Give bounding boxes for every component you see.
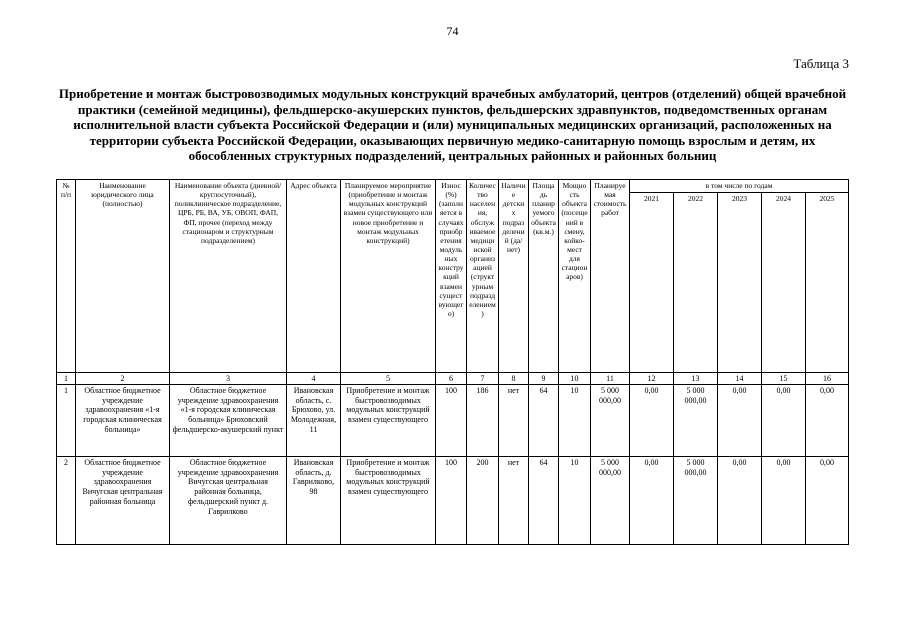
column-number: 3 xyxy=(170,372,287,384)
header-year: 2021 xyxy=(630,192,674,372)
header-children-units: Наличие детских подразделений (да/нет) xyxy=(499,179,529,372)
table-cell: нет xyxy=(499,456,529,544)
header-years-group: в том числе по годам xyxy=(630,179,849,192)
header-capacity: Мощность объекта (посещений в смену, койко-мест для стационаров) xyxy=(559,179,591,372)
header-year: 2025 xyxy=(806,192,849,372)
header-wear-percent: Износ (%) (заполняется в случаях приобретения модульных конструкций взамен существующего) xyxy=(436,179,467,372)
column-number: 6 xyxy=(436,372,467,384)
column-number: 16 xyxy=(806,372,849,384)
header-planned-activity: Планируемое мероприятие (приобретение и монтаж модульных конструкций взамен существующего или новое приобретение и монтаж модульных конструкций) xyxy=(341,179,436,372)
column-number: 2 xyxy=(76,372,170,384)
table-cell: 0,00 xyxy=(718,456,762,544)
header-row-number: № п/п xyxy=(57,179,76,372)
header-object-address: Адрес объекта xyxy=(287,179,341,372)
column-number: 9 xyxy=(529,372,559,384)
table-cell: 0,00 xyxy=(762,384,806,456)
header-year: 2024 xyxy=(762,192,806,372)
column-number: 13 xyxy=(674,372,718,384)
table-cell: 2 xyxy=(57,456,76,544)
table-cell: 5 000 000,00 xyxy=(591,456,630,544)
column-number: 1 xyxy=(57,372,76,384)
column-number: 12 xyxy=(630,372,674,384)
table-cell: 0,00 xyxy=(718,384,762,456)
table-row xyxy=(57,456,849,544)
column-number: 10 xyxy=(559,372,591,384)
column-number: 4 xyxy=(287,372,341,384)
table-cell: 200 xyxy=(467,456,499,544)
table-row xyxy=(57,384,849,456)
table-cell: Ивановская область, д. Гаврилково, 98 xyxy=(287,456,341,544)
column-number: 15 xyxy=(762,372,806,384)
header-planned-cost: Планируемая стоимость работ xyxy=(591,179,630,372)
table-cell: 100 xyxy=(436,384,467,456)
column-number: 14 xyxy=(718,372,762,384)
column-number: 7 xyxy=(467,372,499,384)
table-cell: 186 xyxy=(467,384,499,456)
table-label: Таблица 3 xyxy=(793,56,849,71)
table-cell: 0,00 xyxy=(630,456,674,544)
table-cell: 5 000 000,00 xyxy=(674,384,718,456)
table-cell: нет xyxy=(499,384,529,456)
table-cell: Ивановская область, с. Брюхово, ул. Молодежная, 11 xyxy=(287,384,341,456)
table-cell: 5 000 000,00 xyxy=(591,384,630,456)
header-year: 2022 xyxy=(674,192,718,372)
table-cell: 64 xyxy=(529,456,559,544)
table-cell: 5 000 000,00 xyxy=(674,456,718,544)
data-table xyxy=(56,179,849,545)
table-cell: 10 xyxy=(559,456,591,544)
table-cell: Приобретение и монтаж быстровозводимых модульных конструкций взамен существующего xyxy=(341,384,436,456)
table-cell: 0,00 xyxy=(806,456,849,544)
header-object-name: Наименование объекта (дневной/круглосуточный), поликлиническое подразделение, ЦРБ, РБ, ВА, УБ, ОВОП, ФАП, ФП, прочее (переход между стационаром и структурным подразделением) xyxy=(170,179,287,372)
table-cell: Областное бюджетное учреждение здравоохранения «1-я городская клиническая больница» xyxy=(76,384,170,456)
table-cell: 0,00 xyxy=(806,384,849,456)
page-number: 74 xyxy=(446,24,459,38)
table-cell: 0,00 xyxy=(762,456,806,544)
header-population: Количество населения, обслуживаемое медицинской организацией (структурным подразделением) xyxy=(467,179,499,372)
table-cell: Областное бюджетное учреждение здравоохранения «1-я городская клиническая больница» Брюховский фельдшерско-акушерский пункт xyxy=(170,384,287,456)
table-cell: Областное бюджетное учреждение здравоохранения Вичугская центральная районная больница xyxy=(76,456,170,544)
table-cell: 100 xyxy=(436,456,467,544)
column-number: 11 xyxy=(591,372,630,384)
table-cell: 64 xyxy=(529,384,559,456)
table-cell: Приобретение и монтаж быстровозводимых модульных конструкций взамен существующего xyxy=(341,456,436,544)
column-number: 8 xyxy=(499,372,529,384)
table-cell: 10 xyxy=(559,384,591,456)
column-number: 5 xyxy=(341,372,436,384)
header-planned-area: Площадь планируемого объекта (кв.м.) xyxy=(529,179,559,372)
header-year: 2023 xyxy=(718,192,762,372)
table-cell: 1 xyxy=(57,384,76,456)
column-numbers-row xyxy=(57,372,849,384)
document-title: Приобретение и монтаж быстровозводимых модульных конструкций врачебных амбулаторий, центров (отделений) общей врачебной практики (семейной медицины), фельдшерско-акушерских пунктов, фельдшерских здравпунктов, подведомственных органам исполнительной власти субъекта Российской Федерации и (или) муниципальных медицинских организаций, расположенных на территории субъекта Российской Федерации, оказывающих первичную медико-санитарную помощь взрослым и детям, их обособленных структурных подразделений, центральных районных и районных больниц xyxy=(58,86,847,164)
table-cell: 0,00 xyxy=(630,384,674,456)
header-row xyxy=(57,179,849,192)
table-cell: Областное бюджетное учреждение здравоохранения Вичугская центральная районная больница, фельдшерский пункт д. Гаврилково xyxy=(170,456,287,544)
header-legal-entity: Наименование юридического лица (полностью) xyxy=(76,179,170,372)
